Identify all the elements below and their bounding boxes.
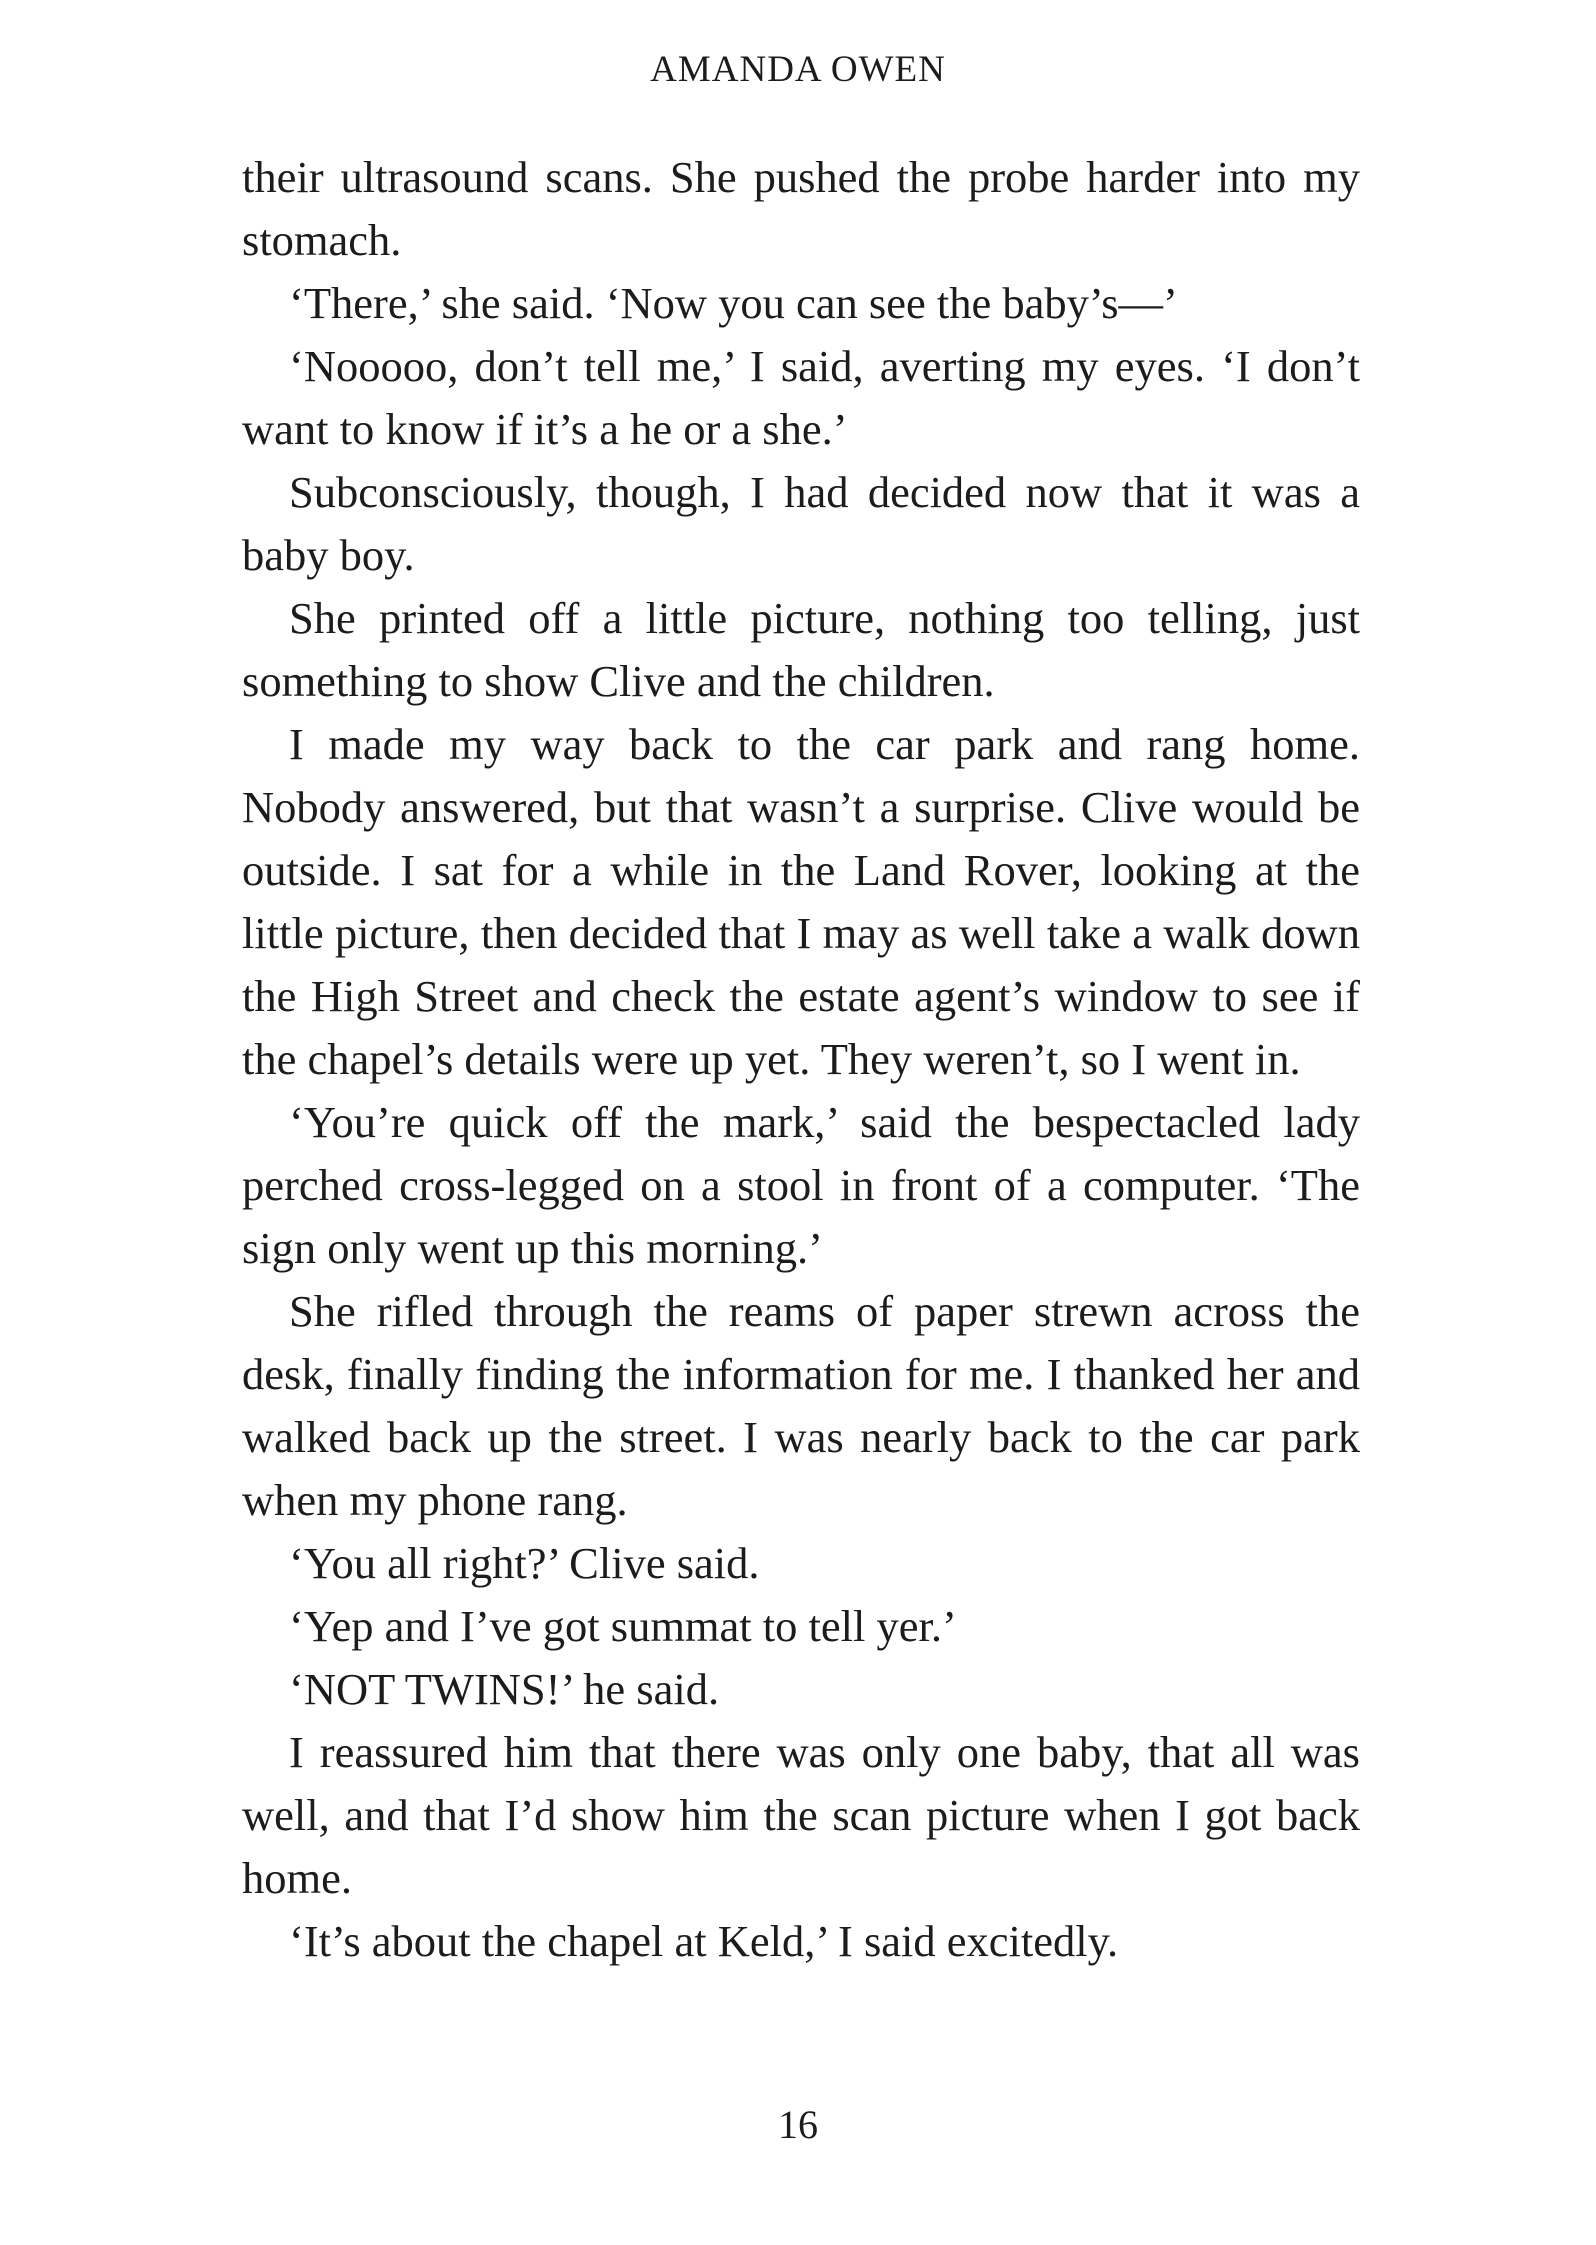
paragraph: ‘You all right?’ Clive said. [289,1538,760,1588]
paragraph: Subconsciously, though, I had decided now that it was a baby boy. [242,467,1360,580]
paragraph: ‘Nooooo, don’t tell me,’ I said, averting my eyes. ‘I don’t want to know if it’s a he or a she.’ [242,341,1360,454]
body-text [242,146,1360,1973]
paragraph: I reassured him that there was only one baby, that all was well, and that I’d show him the scan picture when I got back home. [242,1727,1360,1903]
paragraph: She rifled through the reams of paper strewn across the desk, finally finding the information for me. I thanked her and walked back up the street. I was nearly back to the car park when my phone rang. [242,1286,1360,1525]
paragraph: ‘NOT TWINS!’ he said. [289,1664,720,1714]
paragraph: ‘There,’ she said. ‘Now you can see the baby’s—’ [289,278,1178,328]
paragraph: ‘You’re quick off the mark,’ said the bespectacled lady perched cross-legged on a stool in front of a computer. ‘The sign only went up this morning.’ [242,1097,1360,1273]
paragraph: She printed off a little picture, nothing too telling, just something to show Clive and the children. [242,593,1360,706]
page-number: 16 [778,2102,818,2147]
paragraph: ‘It’s about the chapel at Keld,’ I said excitedly. [289,1916,1119,1966]
paragraph: their ultrasound scans. She pushed the probe harder into my stomach. [242,152,1360,265]
running-head: AMANDA OWEN [650,49,946,90]
paragraph: ‘Yep and I’ve got summat to tell yer.’ [289,1601,957,1651]
paragraph: I made my way back to the car park and rang home. Nobody answered, but that wasn’t a surprise. Clive would be outside. I sat for a while in the Land Rover, looking at the little picture, then decided that I may as well take a walk down the High Street and check the estate agent’s window to see if the chapel’s details were up yet. They weren’t, so I went in. [242,719,1360,1084]
